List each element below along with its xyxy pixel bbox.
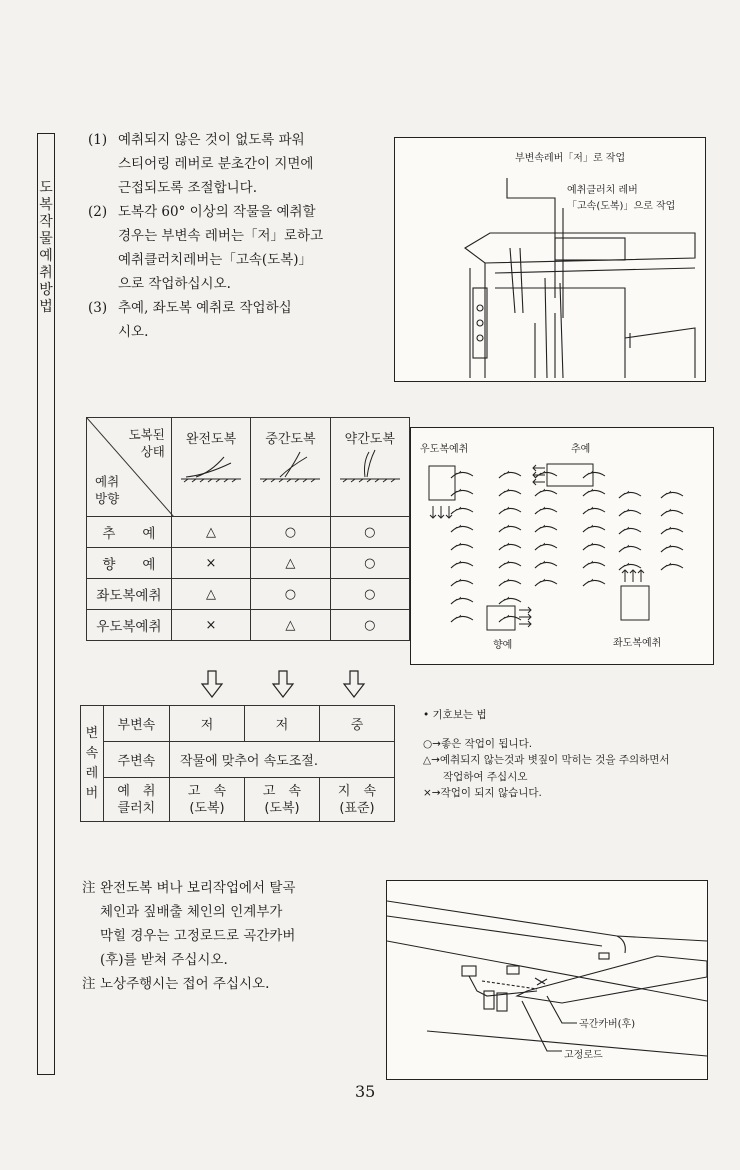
crop-mark — [451, 561, 461, 568]
lever-illustration — [395, 138, 705, 381]
crop-mark — [535, 579, 545, 586]
crop-mark — [519, 614, 531, 620]
crop-mark — [533, 465, 545, 471]
right-cut-label: 우도복예취 — [420, 444, 469, 455]
instruction-2: (2) 도복각 60° 이상의 작물을 예취할 경우는 부변속 레버는「저」로하고 예취클러치레버는「고속(도복)」 으로 작업하십시오. — [88, 204, 324, 292]
crop-mark — [451, 490, 473, 496]
notes — [82, 876, 367, 996]
crop-mark — [583, 507, 593, 514]
crop-mark — [429, 466, 455, 500]
crop-mark — [661, 509, 671, 516]
crop-mark — [535, 507, 545, 514]
crop-mark — [583, 489, 593, 496]
crop-mark — [661, 564, 683, 570]
table-row: 향 예 × △ ○ — [87, 548, 410, 579]
crop-mark — [499, 526, 521, 532]
header-slight-lodging: 약간도복 — [330, 418, 409, 517]
crop-mark — [535, 490, 557, 496]
crop-mark — [451, 507, 461, 514]
crop-mark — [619, 546, 641, 552]
crop-mark — [499, 562, 521, 568]
crop-mark — [583, 525, 593, 532]
mid-lodging-icon — [255, 447, 325, 487]
crop-mark — [451, 525, 461, 532]
header-mid-lodging: 중간도복 — [251, 418, 330, 517]
instruction-3: (3) 추예, 좌도복 예취로 작업하십 시오. — [88, 300, 292, 340]
down-arrows — [195, 668, 385, 700]
crop-mark — [499, 598, 521, 604]
crop-mark — [451, 472, 473, 478]
bottom-cut-label: 향예 — [493, 640, 513, 651]
grain-cover-figure — [386, 880, 708, 1080]
crop-mark — [583, 526, 605, 532]
crop-mark — [583, 508, 605, 514]
crop-mark — [535, 544, 557, 550]
crop-mark — [499, 561, 509, 568]
crop-mark — [583, 471, 593, 478]
crop-mark — [535, 526, 557, 532]
lever-figure — [394, 137, 706, 382]
crop-mark — [487, 606, 515, 630]
crop-mark — [451, 579, 461, 586]
crop-mark — [583, 579, 593, 586]
crop-mark — [661, 491, 671, 498]
crop-mark — [499, 507, 509, 514]
lever-table: 변 속 레 버 부변속 저 저 중 주변속 작물에 맞추어 속도조절. 예 취 클러치 고 속 (도복) 고 속 (도복) 지 속 (표준) — [80, 705, 395, 822]
table-row: 좌도복예취 △ ○ ○ — [87, 579, 410, 610]
crop-mark — [499, 472, 521, 478]
crop-mark — [519, 607, 531, 613]
crop-mark — [619, 563, 629, 570]
note-2: 注 노상주행시는 접어 주십시오. — [82, 976, 270, 992]
crop-mark — [499, 580, 521, 586]
lodging-table — [86, 417, 410, 641]
clutch-lever-label-2: 「고속(도복)」으로 작업 — [567, 201, 676, 212]
crop-mark — [661, 546, 683, 552]
crop-mark — [661, 545, 671, 552]
table-row: 추 예 △ ○ ○ — [87, 517, 410, 548]
crop-mark — [499, 543, 509, 550]
crop-mark — [583, 472, 605, 478]
crop-mark — [583, 490, 605, 496]
crop-mark — [451, 597, 461, 604]
crop-mark — [583, 561, 593, 568]
crop-mark — [661, 492, 683, 498]
crop-mark — [533, 479, 545, 485]
crop-mark — [451, 598, 473, 604]
crop-mark — [619, 491, 629, 498]
crop-mark — [661, 528, 683, 534]
crop-field-illustration — [411, 428, 713, 664]
cutting-direction-diagram — [410, 427, 714, 665]
left-cut-label: 좌도복예취 — [613, 638, 662, 649]
crop-mark — [451, 543, 461, 550]
crop-mark — [451, 489, 461, 496]
crop-mark — [638, 570, 644, 582]
grain-cover-illustration — [387, 881, 707, 1079]
crop-mark — [583, 544, 605, 550]
crop-mark — [446, 506, 452, 518]
full-lodging-icon — [176, 447, 246, 487]
crop-mark — [519, 621, 531, 627]
page-number: 35 — [355, 1082, 376, 1101]
crop-mark — [535, 489, 545, 496]
top-cut-label: 추예 — [571, 444, 591, 455]
crop-mark — [499, 615, 509, 622]
instructions — [88, 128, 358, 344]
crop-mark — [619, 510, 641, 516]
header-full-lodging: 완전도복 — [171, 418, 250, 517]
corner-cell: 도복된 상태 예취 방향 — [87, 418, 172, 517]
crop-mark — [583, 562, 605, 568]
symbol-legend: • 기호보는 법 ○→좋은 작업이 됩니다. △→예취되지 않는것과 볏짚이 막히는 것을 주의하면서 작업하여 주십시오 ×→작업이 되지 않습니다. — [423, 709, 670, 799]
crop-mark — [583, 580, 605, 586]
crop-mark — [430, 506, 436, 518]
slight-lodging-icon — [335, 447, 405, 487]
side-title: 도 복 작 물 예 취 방 법 — [39, 180, 53, 315]
crop-mark — [535, 562, 557, 568]
crop-mark — [499, 544, 521, 550]
crop-mark — [535, 561, 545, 568]
crop-mark — [622, 570, 628, 582]
lever-side-label: 변 속 레 버 — [81, 706, 104, 822]
crop-mark — [499, 597, 509, 604]
clutch-lever-label: 예취클러치 레버 — [567, 185, 638, 196]
crop-mark — [619, 509, 629, 516]
crop-mark — [438, 506, 444, 518]
crop-mark — [630, 570, 636, 582]
fixing-rod-label: 고정로드 — [564, 1050, 603, 1061]
crop-mark — [499, 508, 521, 514]
crop-mark — [499, 525, 509, 532]
crop-mark — [451, 580, 473, 586]
crop-mark — [451, 471, 461, 478]
crop-mark — [451, 562, 473, 568]
crop-mark — [661, 527, 671, 534]
crop-mark — [499, 616, 521, 622]
sub-shift-label: 부변속레버「저」로 작업 — [515, 153, 626, 164]
crop-mark — [621, 586, 649, 620]
crop-mark — [499, 489, 509, 496]
crop-mark — [619, 528, 641, 534]
crop-mark — [451, 615, 461, 622]
crop-mark — [583, 543, 593, 550]
crop-mark — [451, 508, 473, 514]
crop-mark — [619, 492, 641, 498]
crop-mark — [619, 564, 641, 570]
crop-mark — [535, 543, 545, 550]
crop-mark — [619, 527, 629, 534]
note-1: 注 완전도복 벼나 보리작업에서 탈곡 체인과 짚배출 체인의 인계부가 막힐 경우는 고정로드로 곡간카버 (후)를 받쳐 주십시오. — [82, 880, 296, 968]
crop-mark — [451, 526, 473, 532]
crop-mark — [535, 525, 545, 532]
table-row: 우도복예취 × △ ○ — [87, 610, 410, 641]
crop-mark — [619, 545, 629, 552]
crop-mark — [499, 490, 521, 496]
crop-mark — [661, 563, 671, 570]
crop-mark — [661, 510, 683, 516]
crop-mark — [499, 579, 509, 586]
crop-mark — [451, 616, 473, 622]
crop-mark — [451, 544, 473, 550]
instruction-1: (1) 예취되지 않은 것이 없도록 파워 스티어링 레버로 분초간이 지면에 근접되도록 조절합니다. — [88, 132, 314, 196]
grain-cover-label: 곡간카버(후) — [579, 1019, 636, 1030]
crop-mark — [499, 471, 509, 478]
crop-mark — [535, 508, 557, 514]
crop-mark — [535, 580, 557, 586]
